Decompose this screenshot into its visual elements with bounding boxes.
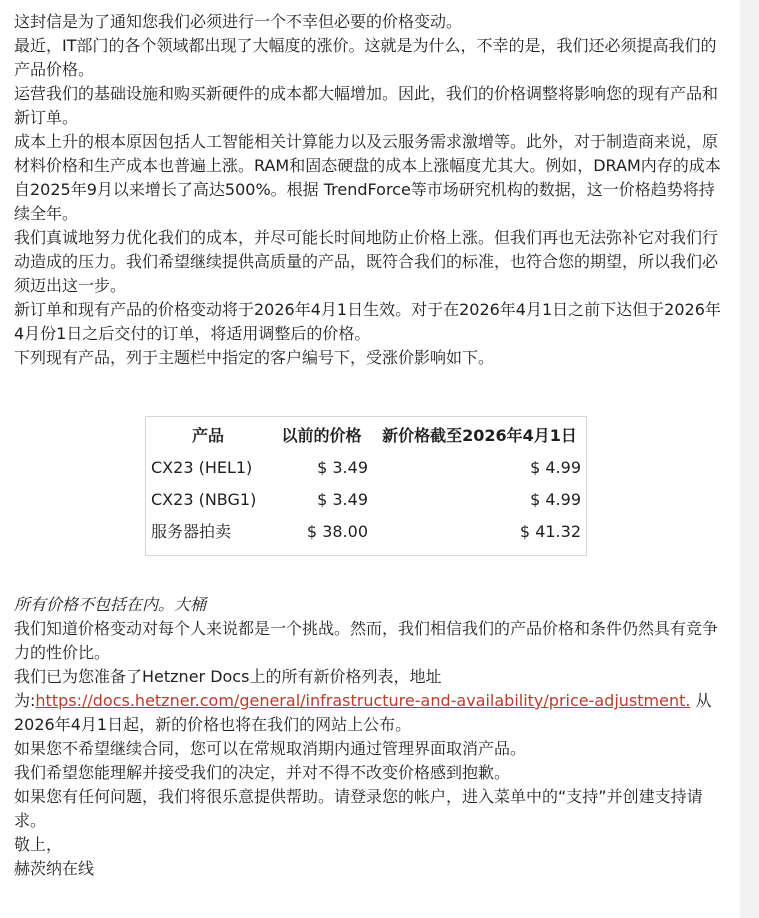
table-row (146, 484, 586, 516)
new-price: $ 41.32 (519, 522, 581, 541)
outro-paragraph: 我们知道价格变动对每个人来说都是一个挑战。然而，我们相信我们的产品价格和条件仍然具有竞争力的性价比。 (14, 619, 719, 662)
intro-paragraph: 这封信是为了通知您我们必须进行一个不幸但必要的价格变动。 (14, 12, 463, 31)
table-row (146, 452, 586, 484)
closing: 敬上， (14, 835, 63, 854)
header-new-price: 新价格截至2026年4月1日 (382, 426, 577, 445)
product-name: CX23 (NBG1) (151, 490, 257, 509)
outro-paragraph: 如果您有任何问题，我们将很乐意提供帮助。请登录您的帐户，进入菜单中的“支持”并创建支持请求。 (14, 787, 703, 830)
new-price: $ 4.99 (530, 490, 581, 509)
price-adjustment-link[interactable]: https://docs.hetzner.com/general/infrastructure-and-availability/price-adjustment. (35, 691, 691, 710)
outro-paragraph: 如果您不希望继续合同，您可以在常规取消期内通过管理界面取消产品。 (14, 739, 527, 758)
product-name: 服务器拍卖 (151, 522, 232, 541)
price-list-paragraph (14, 665, 730, 737)
intro-paragraph: 运营我们的基础设施和购买新硬件的成本都大幅增加。因此，我们的价格调整将影响您的现有产品和新订单。 (14, 84, 719, 127)
scrollbar-track[interactable] (740, 0, 759, 918)
price-table (146, 420, 586, 548)
outro-paragraph: 我们希望您能理解并接受我们的决定，并对不得不改变价格感到抱歉。 (14, 763, 511, 782)
table-header-row (146, 420, 586, 452)
email-body (14, 10, 730, 881)
intro-paragraph: 下列现有产品，列于主题栏中指定的客户编号下，受涨价影响如下。 (14, 348, 495, 367)
header-old-price: 以前的价格 (281, 426, 362, 445)
intro-paragraph: 新订单和现有产品的价格变动将于2026年4月1日生效。对于在2026年4月1日之前下达但于2026年4月份1日之后交付的订单，将适用调整后的价格。 (14, 300, 721, 343)
old-price: $ 3.49 (317, 458, 368, 477)
intro-paragraph: 最近，IT部门的各个领域都出现了大幅度的涨价。这就是为什么，不幸的是，我们还必须提高我们的产品价格。 (14, 36, 717, 79)
product-name: CX23 (HEL1) (151, 458, 253, 477)
price-table-box (145, 416, 587, 556)
tax-note: 所有价格不包括在内。大桶 (14, 595, 207, 614)
price-list-text: 我们已为您准备了Hetzner Docs上的所有新价格列表，地址为: (14, 667, 442, 710)
old-price: $ 38.00 (306, 522, 368, 541)
new-price: $ 4.99 (530, 458, 581, 477)
old-price: $ 3.49 (317, 490, 368, 509)
table-row (146, 516, 586, 548)
intro-paragraph: 成本上升的根本原因包括人工智能相关计算能力以及云服务需求激增等。此外，对于制造商来说，原材料价格和生产成本也普遍上涨。RAM和固态硬盘的成本上涨幅度尤其大。例如，DRAM内存的成本自2025年9月以来增长了高达500%。根据 TrendForce等市场研究机构的数据，这一价格趋势将持续全年。 (14, 132, 721, 223)
header-product: 产品 (191, 426, 224, 445)
signature: 赫茨纳在线 (14, 859, 95, 878)
price-list-text-after: 从2026年4月1日起，新的价格也将在我们的网站上公布。 (14, 691, 712, 734)
intro-paragraph: 我们真诚地努力优化我们的成本，并尽可能长时间地防止价格上涨。但我们再也无法弥补它对我们行动造成的压力。我们希望继续提供高质量的产品，既符合我们的标准，也符合您的期望，所以我们必须迈出这一步。 (14, 228, 719, 295)
